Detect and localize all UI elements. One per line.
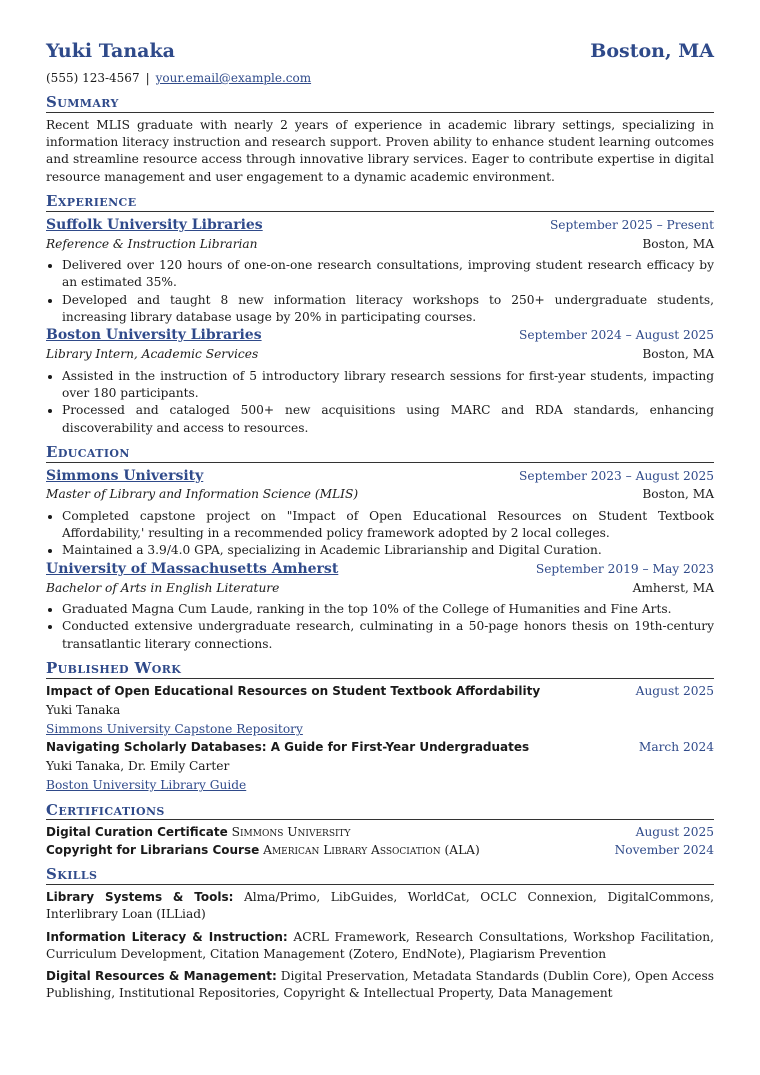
skill-list: Alma/Primo, LibGuides, WorldCat, OCLC Connexion, DigitalCommons, Interlibrary Loan (ILLiad) [46,889,714,922]
skill-list: Digital Preservation, Metadata Standards (Dublin Core), Open Access Publishing, Institutional Repositories, Copyright & Intellectual Property, Data Management [46,969,715,1001]
experience-dates: September 2024 – August 2025 [519,328,714,343]
experience-location: Boston, MA [642,236,714,251]
skill-label: Digital Resources & Management: [46,969,277,984]
experience-org-link[interactable]: Boston University Libraries [46,327,262,344]
candidate-name: Yuki Tanaka [46,40,175,62]
education-dates: September 2023 – August 2025 [519,468,714,483]
summary-text: Recent MLIS graduate with nearly 2 years of experience in academic library settings, specializing in information literacy instruction and research support. Proven ability to enhance student learning outcomes and streamline resource access through innovative library services. Eager to contribute expertise in digital resource management and user engagement to a dynamic academic environment. [46,117,714,184]
education-location: Boston, MA [642,487,714,502]
experience-org-link[interactable]: Suffolk University Libraries [46,216,263,233]
skill-list: ACRL Framework, Research Consultations, Workshop Facilitation, Curriculum Development, Citation Management (Zotero, EndNote), Plagiarism Prevention [46,929,714,961]
experience-role: Reference & Instruction Librarian [46,236,258,251]
certification-date: August 2025 [635,825,714,840]
certification-date: November 2024 [614,842,714,857]
publication-venue-link[interactable]: Boston University Library Guide [46,778,247,793]
publication-title: Navigating Scholarly Databases: A Guide for First-Year Undergraduates [46,739,530,754]
education-school-link[interactable]: University of Massachusetts Amherst [46,560,339,577]
certification-issuer: Simmons University [231,825,351,840]
education-bullets [46,601,714,653]
certifications-section [46,801,714,859]
publication-venue-link[interactable]: Simmons University Capstone Repository [46,722,303,737]
education-degree: Master of Library and Information Science (MLIS) [46,487,359,502]
experience-entry [46,326,714,437]
education-entry [46,467,714,560]
skills-section [46,865,714,1003]
education-degree: Bachelor of Arts in English Literature [46,580,280,595]
section-title-certifications: Certifications [46,801,714,821]
education-school-link[interactable]: Simmons University [46,467,204,484]
publication-entry [46,683,714,739]
skill-group [46,929,714,964]
section-title-published-work: Published Work [46,659,714,679]
published-work-section [46,659,714,795]
education-entry [46,560,714,653]
section-title-experience: Experience [46,192,714,212]
education-bullets [46,508,714,560]
publication-authors: Yuki Tanaka [46,703,121,718]
bullet-item: • Graduated Magna Cum Laude, ranking in the top 10% of the College of Humanities and Fine Arts. [62,601,714,618]
experience-bullets [46,257,714,326]
certification-issuer: American Library Association (ALA) [263,842,480,857]
experience-location: Boston, MA [642,347,714,362]
publication-date: March 2024 [638,739,714,754]
bullet-item: • Assisted in the instruction of 5 introductory library research sessions for first-year students, impacting over 180 participants. [62,368,714,403]
publication-entry [46,739,714,795]
experience-bullets [46,368,714,437]
certification-entry [46,824,714,841]
certification-name: Copyright for Librarians Course [46,842,260,857]
experience-role: Library Intern, Academic Services [46,347,259,362]
publication-authors: Yuki Tanaka, Dr. Emily Carter [46,759,230,774]
publication-date: August 2025 [635,683,714,698]
summary-section [46,93,714,186]
skill-group [46,889,714,924]
phone-number: (555) 123-4567 [46,70,140,85]
education-location: Amherst, MA [632,580,714,595]
bullet-item: • Developed and taught 8 new information literacy workshops to 250+ undergraduate students, increasing library database usage by 20% in participating courses. [62,292,714,327]
email-link[interactable]: your.email@example.com [155,70,312,85]
section-title-skills: Skills [46,865,714,885]
bullet-item: • Maintained a 3.9/4.0 GPA, specializing in Academic Librarianship and Digital Curation. [62,542,714,559]
section-title-education: Education [46,443,714,463]
experience-section [46,192,714,437]
skill-group [46,968,714,1003]
publication-title: Impact of Open Educational Resources on Student Textbook Affordability [46,683,541,698]
experience-dates: September 2025 – Present [549,217,714,232]
contact-separator: | [145,70,150,85]
contact-line [46,70,714,87]
experience-entry [46,216,714,327]
resume-header [46,38,714,65]
bullet-item: • Completed capstone project on "Impact of Open Educational Resources on Student Textbook Affordability,' resulting in a recommended policy framework adopted by 2 local colleges. [62,508,714,543]
education-section [46,443,714,653]
section-title-summary: Summary [46,93,714,113]
candidate-location: Boston, MA [590,40,714,62]
certification-entry [46,842,714,859]
education-dates: September 2019 – May 2023 [535,561,714,576]
certification-name: Digital Curation Certificate [46,825,228,840]
bullet-item: • Delivered over 120 hours of one-on-one research consultations, improving student research efficacy by an estimated 35%. [62,257,714,292]
skill-label: Information Literacy & Instruction: [46,929,288,944]
skill-label: Library Systems & Tools: [46,889,234,904]
bullet-item: • Processed and cataloged 500+ new acquisitions using MARC and RDA standards, enhancing discoverability and access to resources. [62,402,714,437]
bullet-item: • Conducted extensive undergraduate research, culminating in a 50-page honors thesis on 19th-century transatlantic literary connections. [62,618,714,653]
